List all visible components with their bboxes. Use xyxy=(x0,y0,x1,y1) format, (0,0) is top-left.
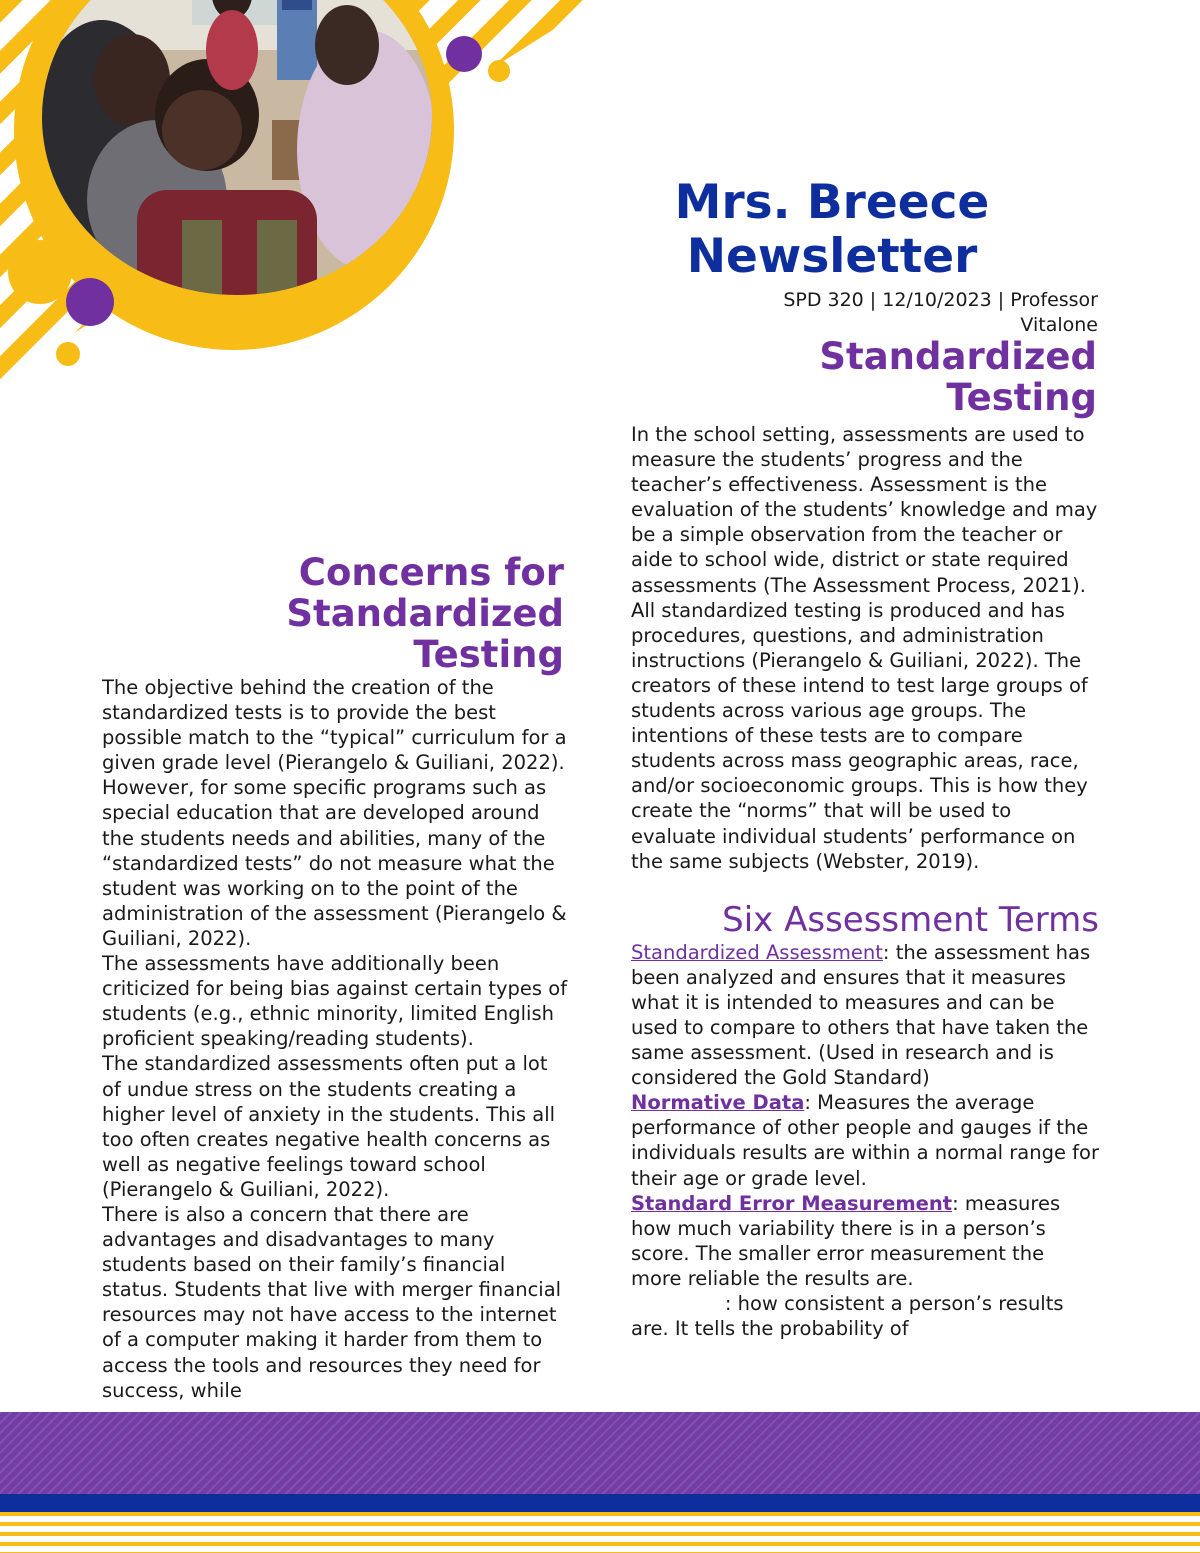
footer-blue-bar xyxy=(0,1494,1200,1512)
heading-line: Standardized xyxy=(819,335,1097,378)
section-body: In the school setting, assessments are used to measure the students’ progress and the teacher’s effectiveness. Assessment is the evaluation of the students’ knowledge and may be a simple observation from the teacher or aide to school wide, district or state required assessments (The Assessment Process, 2021). All standardized testing is produced and has procedures, questions, and administration instructions (Pierangelo & Guiliani, 2022). The creators of these intend to test large groups of students across various age groups. The intentions of these tests are to compare students across mass geographic areas, race, and/or socioeconomic groups. This is how they create the “norms” that will be used to evaluate individual students’ performance on the same subjects (Webster, 2019). xyxy=(631,423,1098,873)
term-item xyxy=(631,1191,1099,1291)
term-item xyxy=(631,940,1099,1091)
heading-line: Testing xyxy=(413,633,564,676)
decorative-gold-dot xyxy=(488,60,510,82)
term-definition: : Measures the average performance of other people and gauges if the individuals results are within a normal range for their age or grade level. xyxy=(631,1091,1099,1190)
section-heading xyxy=(631,336,1097,418)
term-definition: : how consistent a person’s results are. It tells the probability of xyxy=(631,1292,1064,1341)
decorative-gold-dot xyxy=(56,342,80,366)
heading-line: Concerns for xyxy=(298,551,564,594)
decorative-gold-dot xyxy=(8,240,72,304)
decorative-purple-dot xyxy=(66,278,114,326)
term-link[interactable]: Standardized Assessment xyxy=(631,940,883,964)
section-heading xyxy=(102,552,564,675)
concerns-section xyxy=(102,552,568,1403)
paragraph: There is also a concern that there are advantages and disadvantages to many students based on their family’s financial status. Students that live with merger financial resources may not have access to the internet of a computer making it harder from them to access the tools and resources they need for success, while xyxy=(102,1202,562,1402)
paragraph: The objective behind the creation of the standardized tests is to provide the best possible match to the “typical” curriculum for a given grade level (Pierangelo & Guiliani, 2022). However, for some specific programs such as special education that are developed around the students needs and abilities, many of the “standardized tests” do not measure what the student was working on to the point of the administration of the assessment (Pierangelo & Guiliani, 2022). xyxy=(102,676,567,950)
decorative-purple-dot xyxy=(446,36,482,72)
byline: SPD 320 | 12/10/2023 | Professor Vitalone xyxy=(783,289,1098,336)
footer-purple-band xyxy=(0,1412,1200,1494)
term-link[interactable] xyxy=(631,1292,725,1315)
assessment-terms-heading: Six Assessment Terms xyxy=(722,899,1099,940)
newsletter-title xyxy=(622,176,1042,284)
paragraph: The assessments have additionally been criticized for being bias against certain types of students (e.g., ethnic minority, limited English proficient speaking/reading students). xyxy=(102,952,568,1051)
title-line-1: Mrs. Breece xyxy=(674,175,990,230)
heading-line: Standardized xyxy=(286,592,564,635)
term-definition: : measures how much variability there is in a person’s score. The smaller error measurement the more reliable the results are. xyxy=(631,1191,1061,1290)
standardized-testing-section xyxy=(631,336,1099,1341)
title-line-2: Newsletter xyxy=(686,229,978,284)
term-link[interactable]: Standard Error Measurement xyxy=(631,1191,953,1215)
term-item xyxy=(631,1090,1099,1190)
term-link[interactable]: Normative Data xyxy=(631,1091,805,1115)
heading-line: Testing xyxy=(946,376,1097,419)
term-definition: : the assessment has been analyzed and ensures that it measures what it is intended to measures and can be used to compare to others that have taken the same assessment. (Used in research and is considered the Gold Standard) xyxy=(631,940,1091,1090)
term-item xyxy=(631,1291,1099,1341)
footer-gold-stripes xyxy=(0,1512,1200,1553)
paragraph: The standardized assessments often put a lot of undue stress on the students creating a higher level of anxiety in the students. This all too often creates negative health concerns as well as negative feelings toward school (Pierangelo & Guiliani, 2022). xyxy=(102,1052,556,1201)
